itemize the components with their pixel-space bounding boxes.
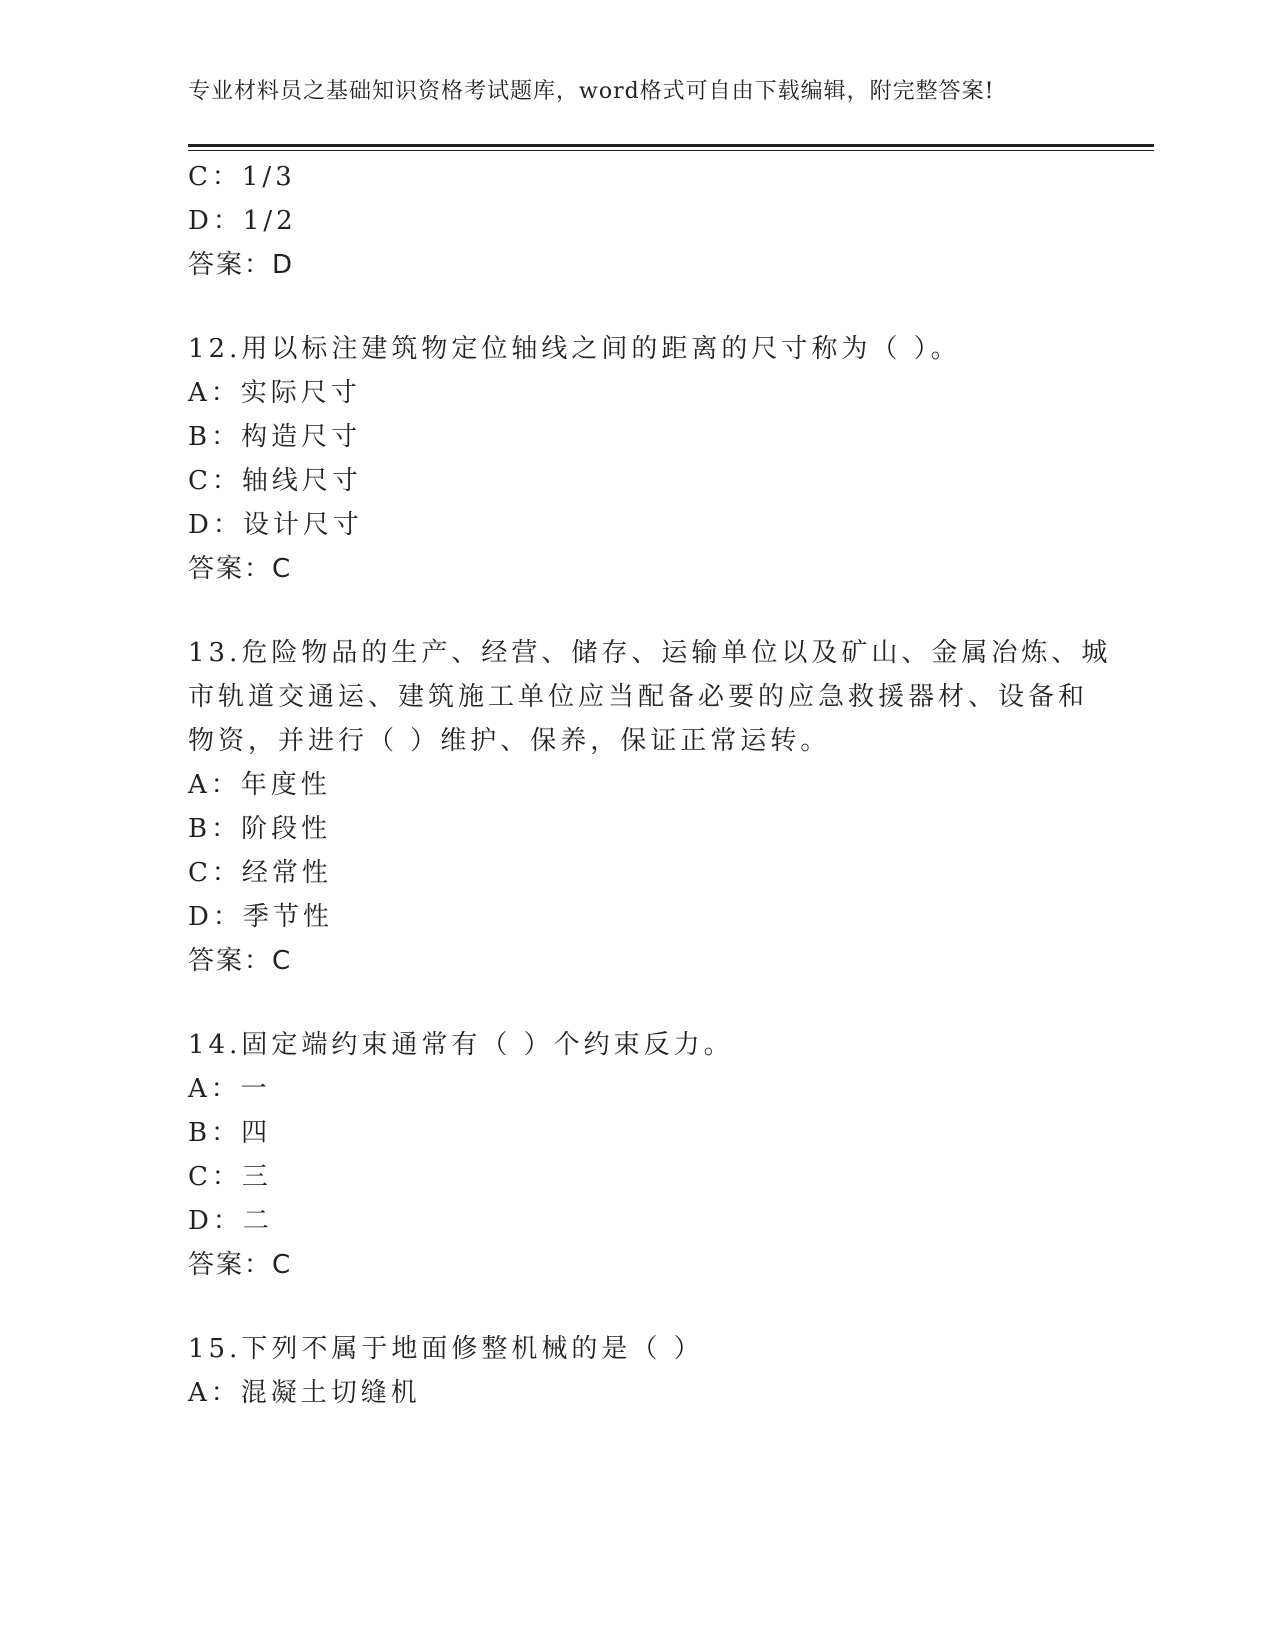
document-header: 专业材料员之基础知识资格考试题库，word格式可自由下载编辑，附完整答案! xyxy=(188,79,995,104)
q15-stem-line-1: 15.下列不属于地面修整机械的是（ ） xyxy=(188,1334,704,1364)
q14-option-a: A：一 xyxy=(188,1074,271,1104)
q13-option-d: D：季节性 xyxy=(188,902,333,932)
q14-answer: 答案：C xyxy=(188,1250,293,1280)
q14-option-d: D：二 xyxy=(188,1206,273,1236)
q12-answer: 答案：C xyxy=(188,554,293,584)
q14-option-c: C：三 xyxy=(188,1162,272,1192)
q12-option-c: C：轴线尺寸 xyxy=(188,466,362,496)
q14-stem-line-1: 14.固定端约束通常有（ ）个约束反力。 xyxy=(188,1030,734,1060)
q13-stem-line-1: 13.危险物品的生产、经营、储存、运输单位以及矿山、金属冶炼、城 xyxy=(188,638,1112,668)
prev-option-d: D：1/2 xyxy=(188,206,297,236)
q12-stem-line-1: 12.用以标注建筑物定位轴线之间的距离的尺寸称为（ ）。 xyxy=(188,334,961,364)
q15-option-a: A：混凝土切缝机 xyxy=(188,1378,421,1408)
q13-option-b: B：阶段性 xyxy=(188,814,332,844)
q13-stem-line-3: 物资，并进行（ ）维护、保养，保证正常运转。 xyxy=(188,726,831,756)
q13-answer: 答案：C xyxy=(188,946,293,976)
q12-option-a: A：实际尺寸 xyxy=(188,378,361,408)
q13-stem-line-2: 市轨道交通运、建筑施工单位应当配备必要的应急救援器材、设备和 xyxy=(188,682,1089,712)
prev-answer: 答案：D xyxy=(188,250,295,280)
prev-option-c: C：1/3 xyxy=(188,162,296,192)
header-rule-thick xyxy=(188,144,1154,147)
q12-option-d: D：设计尺寸 xyxy=(188,510,363,540)
q13-option-a: A：年度性 xyxy=(188,770,331,800)
q13-option-c: C：经常性 xyxy=(188,858,332,888)
q12-option-b: B：构造尺寸 xyxy=(188,422,362,452)
q14-option-b: B：四 xyxy=(188,1118,272,1148)
header-rule-thin xyxy=(188,150,1154,151)
